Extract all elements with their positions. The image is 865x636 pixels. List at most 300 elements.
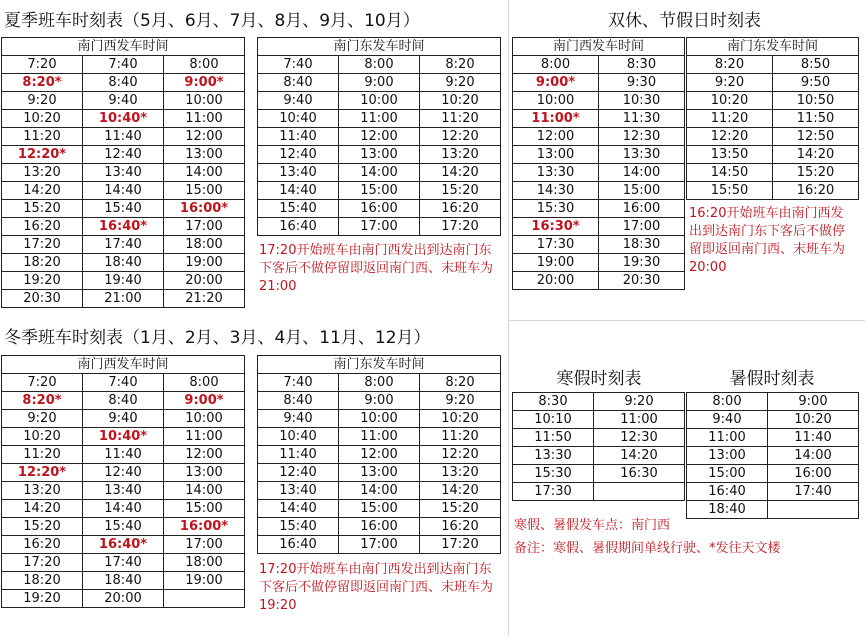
time-cell: 13:00 bbox=[164, 146, 245, 164]
time-cell: 9:00 bbox=[339, 392, 420, 410]
time-cell: 17:40 bbox=[83, 554, 164, 572]
time-cell: 14:40 bbox=[83, 500, 164, 518]
time-cell: 8:20 bbox=[420, 374, 501, 392]
time-cell: 14:40 bbox=[258, 182, 339, 200]
time-cell: 13:00 bbox=[687, 447, 768, 465]
time-cell: 12:50 bbox=[773, 128, 859, 146]
time-cell: 14:20 bbox=[2, 182, 83, 200]
time-cell: 14:20 bbox=[2, 500, 83, 518]
time-cell: 16:20 bbox=[773, 182, 859, 200]
time-cell: 12:30 bbox=[594, 429, 685, 447]
table-row bbox=[513, 128, 685, 146]
table-row bbox=[2, 254, 245, 272]
time-cell: 10:20 bbox=[768, 411, 859, 429]
summer-east-note: 17:20开始班车由南门西发出到达南门东下客后不做停留即返回南门西、末班车为21:00 bbox=[259, 243, 494, 294]
time-cell: 19:00 bbox=[164, 254, 245, 272]
time-cell: 14:00 bbox=[768, 447, 859, 465]
time-cell: 8:00 bbox=[339, 56, 420, 74]
time-cell: 16:40 bbox=[258, 536, 339, 554]
table-row bbox=[258, 74, 501, 92]
time-cell: 10:30 bbox=[599, 92, 685, 110]
time-cell: 9:00 bbox=[768, 393, 859, 411]
time-cell: 13:40 bbox=[83, 164, 164, 182]
table-row bbox=[2, 590, 245, 608]
table-row bbox=[2, 200, 245, 218]
time-cell: 12:20 bbox=[420, 128, 501, 146]
time-cell: 11:00 bbox=[339, 428, 420, 446]
time-cell: 14:20 bbox=[420, 482, 501, 500]
time-cell: 11:50 bbox=[773, 110, 859, 128]
time-cell: 10:00 bbox=[164, 410, 245, 428]
time-cell: 14:20 bbox=[773, 146, 859, 164]
time-cell: 16:00 bbox=[339, 518, 420, 536]
table-row bbox=[258, 482, 501, 500]
time-cell: 15:20 bbox=[420, 500, 501, 518]
time-cell: 21:00 bbox=[83, 290, 164, 308]
time-cell: 14:00 bbox=[339, 482, 420, 500]
time-cell: 12:00 bbox=[513, 128, 599, 146]
holiday-west-table bbox=[512, 37, 685, 290]
table-row bbox=[687, 146, 859, 164]
time-cell: 13:00 bbox=[339, 464, 420, 482]
time-cell: 8:50 bbox=[773, 56, 859, 74]
time-cell: 17:00 bbox=[339, 218, 420, 236]
time-cell: 20:00 bbox=[83, 590, 164, 608]
time-cell: 20:30 bbox=[2, 290, 83, 308]
table-row bbox=[513, 146, 685, 164]
time-cell: 15:50 bbox=[687, 182, 773, 200]
time-cell: 8:40 bbox=[258, 392, 339, 410]
time-cell: 11:40 bbox=[768, 429, 859, 447]
time-cell: 12:40 bbox=[258, 464, 339, 482]
time-cell: 9:40 bbox=[83, 92, 164, 110]
table-row bbox=[687, 128, 859, 146]
time-cell: 8:20* bbox=[2, 74, 83, 92]
time-cell: 18:40 bbox=[687, 501, 768, 519]
time-cell: 16:30* bbox=[513, 218, 599, 236]
table-row bbox=[2, 92, 245, 110]
time-cell: 16:00 bbox=[599, 200, 685, 218]
time-cell: 14:50 bbox=[687, 164, 773, 182]
time-cell: 15:40 bbox=[83, 518, 164, 536]
table-row bbox=[258, 518, 501, 536]
time-cell: 8:40 bbox=[258, 74, 339, 92]
table-row bbox=[513, 56, 685, 74]
time-cell: 18:00 bbox=[164, 236, 245, 254]
time-cell: 10:00 bbox=[339, 92, 420, 110]
time-cell: 9:40 bbox=[258, 410, 339, 428]
time-cell: 12:00 bbox=[339, 446, 420, 464]
time-cell: 12:20 bbox=[687, 128, 773, 146]
summer-west-header: 南门西发车时间 bbox=[2, 38, 245, 56]
time-cell: 9:40 bbox=[83, 410, 164, 428]
time-cell: 16:20 bbox=[2, 536, 83, 554]
table-row bbox=[2, 410, 245, 428]
time-cell: 9:00* bbox=[513, 74, 599, 92]
time-cell: 12:40 bbox=[83, 464, 164, 482]
time-cell: 13:50 bbox=[687, 146, 773, 164]
time-cell: 16:00 bbox=[339, 200, 420, 218]
time-cell: 13:40 bbox=[83, 482, 164, 500]
table-row bbox=[513, 411, 685, 429]
time-cell: 15:30 bbox=[513, 200, 599, 218]
time-cell: 19:00 bbox=[164, 572, 245, 590]
time-cell: 9:40 bbox=[258, 92, 339, 110]
time-cell: 9:20 bbox=[2, 410, 83, 428]
time-cell: 8:00 bbox=[164, 374, 245, 392]
winter-east-note: 17:20开始班车由南门西发出到达南门东下客后不做停留即返回南门西、末班车为19:20 bbox=[259, 562, 494, 613]
winter-break-table bbox=[512, 392, 685, 501]
time-cell: 11:00 bbox=[164, 428, 245, 446]
time-cell: 17:20 bbox=[420, 536, 501, 554]
time-cell: 13:20 bbox=[420, 146, 501, 164]
time-cell: 15:20 bbox=[420, 182, 501, 200]
table-row bbox=[513, 110, 685, 128]
winter-east-header: 南门东发车时间 bbox=[258, 356, 501, 374]
time-cell: 9:20 bbox=[420, 392, 501, 410]
time-cell: 12:00 bbox=[339, 128, 420, 146]
table-row bbox=[2, 392, 245, 410]
table-row bbox=[687, 447, 859, 465]
time-cell: 10:20 bbox=[420, 410, 501, 428]
time-cell: 18:40 bbox=[83, 572, 164, 590]
table-row bbox=[258, 536, 501, 554]
table-row bbox=[2, 554, 245, 572]
time-cell: 11:30 bbox=[599, 110, 685, 128]
time-cell: 10:50 bbox=[773, 92, 859, 110]
time-cell: 8:20* bbox=[2, 392, 83, 410]
time-cell: 13:30 bbox=[599, 146, 685, 164]
time-cell: 12:40 bbox=[83, 146, 164, 164]
table-row bbox=[2, 56, 245, 74]
time-cell: 11:20 bbox=[420, 110, 501, 128]
summer-east-table bbox=[257, 37, 501, 236]
time-cell: 11:40 bbox=[83, 128, 164, 146]
time-cell: 12:20* bbox=[2, 146, 83, 164]
time-cell: 12:20 bbox=[420, 446, 501, 464]
time-cell: 8:00 bbox=[513, 56, 599, 74]
time-cell: 7:20 bbox=[2, 374, 83, 392]
time-cell: 11:40 bbox=[83, 446, 164, 464]
table-row bbox=[2, 518, 245, 536]
table-row bbox=[258, 128, 501, 146]
time-cell: 21:20 bbox=[164, 290, 245, 308]
time-cell: 16:40* bbox=[83, 536, 164, 554]
time-cell: 8:20 bbox=[687, 56, 773, 74]
table-row bbox=[687, 110, 859, 128]
time-cell: 15:20 bbox=[773, 164, 859, 182]
time-cell: 10:40* bbox=[83, 110, 164, 128]
table-row bbox=[2, 218, 245, 236]
time-cell: 15:00 bbox=[339, 500, 420, 518]
table-row bbox=[258, 164, 501, 182]
time-cell: 15:00 bbox=[164, 500, 245, 518]
time-cell: 7:40 bbox=[83, 56, 164, 74]
table-row bbox=[687, 393, 859, 411]
time-cell: 20:30 bbox=[599, 272, 685, 290]
time-cell: 13:40 bbox=[258, 482, 339, 500]
time-cell: 14:00 bbox=[339, 164, 420, 182]
table-row bbox=[258, 464, 501, 482]
time-cell: 13:30 bbox=[513, 164, 599, 182]
time-cell: 8:00 bbox=[164, 56, 245, 74]
time-cell: 18:40 bbox=[83, 254, 164, 272]
table-row bbox=[258, 146, 501, 164]
time-cell: 9:30 bbox=[599, 74, 685, 92]
time-cell: 15:40 bbox=[83, 200, 164, 218]
time-cell: 8:40 bbox=[83, 392, 164, 410]
time-cell: 11:20 bbox=[2, 128, 83, 146]
time-cell: 18:30 bbox=[599, 236, 685, 254]
time-cell: 14:40 bbox=[83, 182, 164, 200]
table-row bbox=[258, 410, 501, 428]
time-cell: 15:40 bbox=[258, 200, 339, 218]
time-cell: 7:20 bbox=[2, 56, 83, 74]
table-row bbox=[258, 374, 501, 392]
time-cell: 17:40 bbox=[768, 483, 859, 501]
time-cell: 17:00 bbox=[164, 536, 245, 554]
time-cell: 17:00 bbox=[164, 218, 245, 236]
table-row bbox=[513, 465, 685, 483]
time-cell: 16:00* bbox=[164, 200, 245, 218]
summer-break-title: 暑假时刻表 bbox=[729, 369, 815, 389]
table-row bbox=[2, 446, 245, 464]
table-row bbox=[513, 272, 685, 290]
time-cell: 10:20 bbox=[687, 92, 773, 110]
winter-west-table bbox=[1, 355, 245, 608]
winter-east-table bbox=[257, 355, 501, 554]
time-cell: 16:40 bbox=[258, 218, 339, 236]
holiday-east-note: 16:20开始班车由南门西发出到达南门东下客后不做停留即返回南门西、末班车为20:00 bbox=[689, 206, 846, 275]
time-cell: 13:00 bbox=[164, 464, 245, 482]
time-cell: 11:20 bbox=[2, 446, 83, 464]
time-cell: 13:00 bbox=[513, 146, 599, 164]
time-cell: 18:20 bbox=[2, 572, 83, 590]
time-cell: 10:20 bbox=[2, 110, 83, 128]
holiday-west-header: 南门西发车时间 bbox=[513, 38, 685, 56]
time-cell: 14:40 bbox=[258, 500, 339, 518]
time-cell: 14:20 bbox=[594, 447, 685, 465]
table-row bbox=[258, 182, 501, 200]
time-cell: 9:00* bbox=[164, 74, 245, 92]
time-cell: 11:00 bbox=[339, 110, 420, 128]
table-row bbox=[2, 500, 245, 518]
table-row bbox=[2, 536, 245, 554]
time-cell: 10:40* bbox=[83, 428, 164, 446]
time-cell: 15:20 bbox=[2, 200, 83, 218]
table-row bbox=[513, 254, 685, 272]
time-cell: 16:00* bbox=[164, 518, 245, 536]
time-cell: 9:20 bbox=[2, 92, 83, 110]
time-cell: 17:00 bbox=[599, 218, 685, 236]
time-cell: 10:00 bbox=[339, 410, 420, 428]
time-cell: 13:30 bbox=[513, 447, 594, 465]
table-row bbox=[258, 92, 501, 110]
time-cell bbox=[164, 590, 245, 608]
time-cell: 13:40 bbox=[258, 164, 339, 182]
winter-west-header: 南门西发车时间 bbox=[2, 356, 245, 374]
time-cell: 9:00* bbox=[164, 392, 245, 410]
time-cell: 19:40 bbox=[83, 272, 164, 290]
time-cell: 11:20 bbox=[687, 110, 773, 128]
time-cell: 7:40 bbox=[258, 374, 339, 392]
time-cell: 17:40 bbox=[83, 236, 164, 254]
holiday-east-table bbox=[686, 37, 859, 200]
time-cell: 17:30 bbox=[513, 483, 594, 501]
time-cell: 12:40 bbox=[258, 146, 339, 164]
table-row bbox=[258, 392, 501, 410]
winter-break-title: 寒假时刻表 bbox=[556, 369, 642, 389]
table-row bbox=[2, 236, 245, 254]
summer-break-table bbox=[686, 392, 859, 519]
table-row bbox=[513, 182, 685, 200]
time-cell: 8:40 bbox=[83, 74, 164, 92]
time-cell: 16:20 bbox=[420, 518, 501, 536]
table-row bbox=[687, 164, 859, 182]
time-cell: 13:20 bbox=[2, 164, 83, 182]
holiday-title: 双休、节假日时刻表 bbox=[608, 11, 761, 31]
table-row bbox=[2, 482, 245, 500]
table-row bbox=[687, 92, 859, 110]
time-cell: 18:20 bbox=[2, 254, 83, 272]
time-cell: 9:40 bbox=[687, 411, 768, 429]
time-cell: 13:20 bbox=[2, 482, 83, 500]
table-row bbox=[687, 56, 859, 74]
time-cell: 12:30 bbox=[599, 128, 685, 146]
time-cell: 10:00 bbox=[513, 92, 599, 110]
time-cell: 9:20 bbox=[594, 393, 685, 411]
time-cell: 20:00 bbox=[513, 272, 599, 290]
time-cell: 7:40 bbox=[258, 56, 339, 74]
table-row bbox=[513, 200, 685, 218]
holiday-east-header: 南门东发车时间 bbox=[687, 38, 859, 56]
time-cell: 9:20 bbox=[420, 74, 501, 92]
time-cell: 15:00 bbox=[599, 182, 685, 200]
table-row bbox=[687, 429, 859, 447]
time-cell: 17:30 bbox=[513, 236, 599, 254]
table-row bbox=[2, 110, 245, 128]
time-cell: 11:50 bbox=[513, 429, 594, 447]
time-cell: 8:20 bbox=[420, 56, 501, 74]
time-cell: 19:20 bbox=[2, 590, 83, 608]
time-cell: 17:00 bbox=[339, 536, 420, 554]
table-row bbox=[2, 128, 245, 146]
time-cell: 19:30 bbox=[599, 254, 685, 272]
time-cell: 16:00 bbox=[768, 465, 859, 483]
table-row bbox=[2, 572, 245, 590]
time-cell: 17:20 bbox=[2, 236, 83, 254]
time-cell: 13:00 bbox=[339, 146, 420, 164]
time-cell: 16:20 bbox=[2, 218, 83, 236]
time-cell: 10:00 bbox=[164, 92, 245, 110]
time-cell: 10:40 bbox=[258, 428, 339, 446]
break-remark-note: 备注：寒假、暑假期间单线行驶、*发往天文楼 bbox=[514, 541, 781, 556]
time-cell: 11:40 bbox=[258, 128, 339, 146]
time-cell: 16:20 bbox=[420, 200, 501, 218]
time-cell: 16:40 bbox=[687, 483, 768, 501]
time-cell: 9:50 bbox=[773, 74, 859, 92]
summer-east-header: 南门东发车时间 bbox=[258, 38, 501, 56]
winter-title: 冬季班车时刻表（1月、2月、3月、4月、11月、12月） bbox=[4, 328, 431, 348]
table-row bbox=[687, 483, 859, 501]
table-row bbox=[2, 428, 245, 446]
table-row bbox=[2, 290, 245, 308]
time-cell: 17:20 bbox=[2, 554, 83, 572]
table-row bbox=[2, 272, 245, 290]
table-row bbox=[513, 447, 685, 465]
time-cell: 9:20 bbox=[687, 74, 773, 92]
table-row bbox=[258, 200, 501, 218]
time-cell: 11:00 bbox=[687, 429, 768, 447]
table-row bbox=[513, 429, 685, 447]
time-cell bbox=[594, 483, 685, 501]
time-cell: 11:00 bbox=[164, 110, 245, 128]
table-row bbox=[258, 56, 501, 74]
time-cell: 10:20 bbox=[420, 92, 501, 110]
table-row bbox=[513, 74, 685, 92]
table-row bbox=[513, 236, 685, 254]
time-cell: 10:40 bbox=[258, 110, 339, 128]
time-cell: 16:40* bbox=[83, 218, 164, 236]
time-cell: 12:00 bbox=[164, 446, 245, 464]
time-cell: 10:10 bbox=[513, 411, 594, 429]
table-row bbox=[258, 218, 501, 236]
time-cell: 12:00 bbox=[164, 128, 245, 146]
table-row bbox=[513, 483, 685, 501]
time-cell: 8:00 bbox=[339, 374, 420, 392]
table-row bbox=[687, 501, 859, 519]
table-row bbox=[258, 500, 501, 518]
time-cell: 15:20 bbox=[2, 518, 83, 536]
time-cell: 19:00 bbox=[513, 254, 599, 272]
time-cell: 10:20 bbox=[2, 428, 83, 446]
time-cell: 11:00 bbox=[594, 411, 685, 429]
table-row bbox=[513, 164, 685, 182]
time-cell: 14:30 bbox=[513, 182, 599, 200]
time-cell: 15:00 bbox=[687, 465, 768, 483]
time-cell: 15:00 bbox=[339, 182, 420, 200]
time-cell: 14:00 bbox=[599, 164, 685, 182]
time-cell bbox=[768, 501, 859, 519]
time-cell: 11:20 bbox=[420, 428, 501, 446]
time-cell: 16:30 bbox=[594, 465, 685, 483]
table-row bbox=[2, 464, 245, 482]
table-row bbox=[513, 393, 685, 411]
time-cell: 12:20* bbox=[2, 464, 83, 482]
time-cell: 15:00 bbox=[164, 182, 245, 200]
time-cell: 7:40 bbox=[83, 374, 164, 392]
table-row bbox=[2, 74, 245, 92]
time-cell: 11:00* bbox=[513, 110, 599, 128]
sheet-divider-vertical bbox=[508, 0, 509, 636]
time-cell: 20:00 bbox=[164, 272, 245, 290]
table-row bbox=[2, 374, 245, 392]
time-cell: 8:00 bbox=[687, 393, 768, 411]
table-row bbox=[258, 428, 501, 446]
table-row bbox=[513, 92, 685, 110]
time-cell: 8:30 bbox=[513, 393, 594, 411]
summer-title: 夏季班车时刻表（5月、6月、7月、8月、9月、10月） bbox=[4, 11, 420, 31]
table-row bbox=[687, 465, 859, 483]
time-cell: 18:00 bbox=[164, 554, 245, 572]
table-row bbox=[258, 446, 501, 464]
table-row bbox=[687, 182, 859, 200]
table-row bbox=[258, 110, 501, 128]
time-cell: 15:40 bbox=[258, 518, 339, 536]
table-row bbox=[687, 411, 859, 429]
sheet-divider-horizontal bbox=[508, 320, 865, 321]
table-row bbox=[687, 74, 859, 92]
